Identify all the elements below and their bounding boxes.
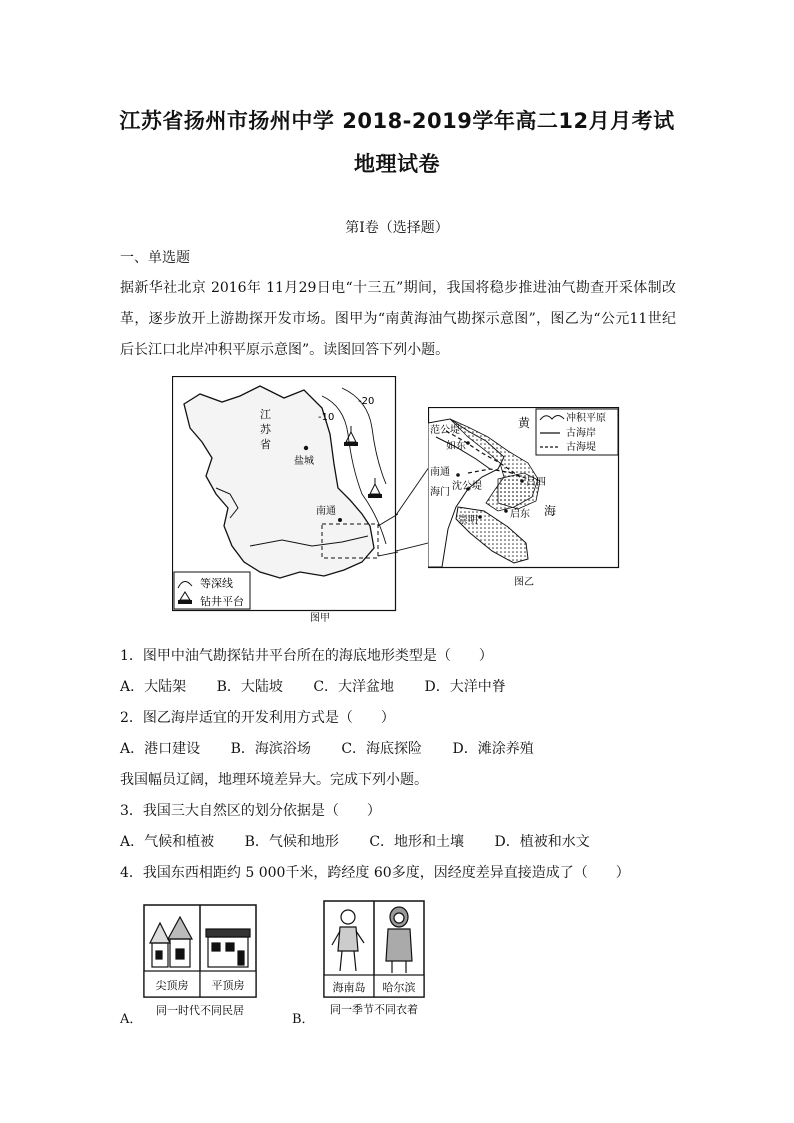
label-haimen: 海门 (430, 487, 450, 498)
page-title: 江苏省扬州市扬州中学 2018-2019学年高二12月月考试 (119, 109, 675, 133)
question-intro-2: 我国幅员辽阔，地理环境差异大。完成下列小题。 (120, 772, 428, 788)
option-c[interactable]: C．地形和土壤 (369, 834, 465, 850)
province-label-2: 苏 (260, 423, 271, 436)
option-b-letter[interactable]: B． (292, 1012, 315, 1027)
city-label-yancheng: 盐城 (294, 456, 314, 467)
legend-platform: 钻井平台 (200, 595, 244, 608)
question-3-options (120, 831, 616, 851)
option-c[interactable]: C．大洋盆地 (313, 679, 395, 695)
option-d[interactable]: D．植被和水文 (494, 834, 590, 850)
label-shengongdi: 沈公堤 (452, 481, 482, 492)
option-a-letter[interactable]: A． (120, 1012, 143, 1027)
legend-isobath: 等深线 (200, 577, 233, 590)
label-lvsi: 吕四 (526, 477, 546, 488)
label-harbin: 哈尔滨 (382, 981, 416, 994)
map-jia (172, 376, 398, 622)
map-yi (428, 407, 620, 591)
page-subtitle: 地理试卷 (354, 152, 440, 176)
question-1-options (120, 676, 532, 696)
caption-b: 同一季节不同衣着 (330, 1003, 418, 1016)
part-heading: 一、单选题 (120, 250, 190, 266)
option-a[interactable]: A．港口建设 (120, 741, 201, 757)
label-rudong: 如东 (446, 441, 466, 452)
province-label-3: 省 (260, 438, 271, 451)
label-hainan: 海南岛 (332, 981, 366, 994)
option-a-image[interactable] (142, 903, 260, 1019)
map-jia-caption: 图甲 (310, 613, 330, 622)
label-flat-roof: 平顶房 (211, 979, 245, 992)
option-d[interactable]: D．大洋中脊 (424, 679, 506, 695)
map-yi-caption: 图乙 (514, 577, 534, 588)
option-b-image[interactable] (322, 899, 426, 1017)
province-label-1: 江 (260, 408, 271, 421)
option-b[interactable]: B．气候和地形 (244, 834, 339, 850)
label-pointed-roof: 尖顶房 (155, 979, 189, 992)
option-c[interactable]: C．海底探险 (341, 741, 423, 757)
question-2: 2．图乙海岸适宜的开发利用方式是（ ） (120, 710, 395, 726)
question-2-options (120, 738, 560, 758)
legend-plain: 冲积平原 (566, 413, 606, 424)
option-b[interactable]: B．大陆坡 (216, 679, 283, 695)
option-a[interactable]: A．大陆架 (120, 679, 187, 695)
option-d[interactable]: D．滩涂养殖 (452, 741, 534, 757)
question-1: 1．图甲中油气勘探钻井平台所在的海底地形类型是（ ） (120, 648, 493, 664)
label-huang: 黄 (518, 416, 531, 430)
city-label-nantong: 南通 (316, 506, 336, 517)
depth-label-20: -20 (358, 396, 375, 407)
label-fangongdi: 范公堤 (430, 425, 460, 436)
question-3: 3．我国三大自然区的划分依据是（ ） (120, 803, 381, 819)
option-a[interactable]: A．气候和植被 (120, 834, 215, 850)
question-intro-1: 据新华社北京 2016年 11月29日电“十三五”期间，我国将稳步推进油气勘查开采体制改革，逐步放开上游勘探开发市场。图甲为“南黄海油气勘探示意图”，图乙为“公元11世纪后长江口北岸冲积平原示意图”。读图回答下列小题。 (120, 280, 676, 358)
label-hai: 海 (544, 504, 557, 518)
label-nantong: 南通 (430, 467, 450, 478)
legend-coast: 古海岸 (566, 428, 596, 439)
caption-a: 同一时代不同民居 (156, 1004, 244, 1017)
section-title: 第I卷（选择题） (345, 220, 449, 236)
depth-label-10: -10 (318, 412, 335, 423)
label-chongming: 崇明 (458, 515, 478, 526)
question-4: 4．我国东西相距约 5 000千米，跨经度 60多度，因经度差异直接造成了（ ） (120, 865, 630, 881)
option-b[interactable]: B．海滨浴场 (230, 741, 311, 757)
legend-dike: 古海堤 (566, 442, 596, 453)
label-qidong: 启东 (510, 509, 530, 520)
